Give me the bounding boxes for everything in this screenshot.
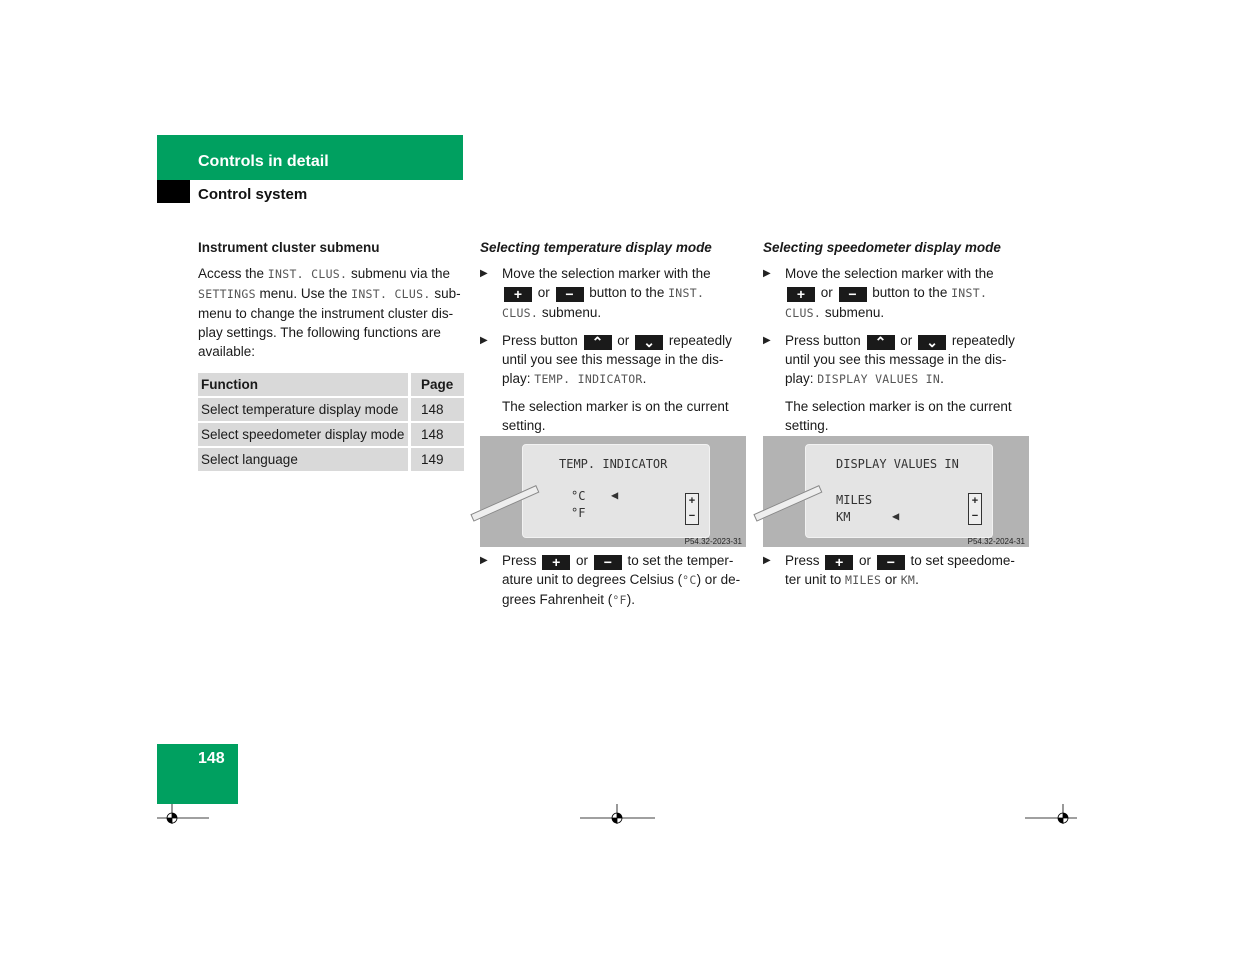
column-temperature xyxy=(480,238,746,443)
triangle-right-icon: ▶ xyxy=(480,268,488,279)
plus-key-icon: + xyxy=(787,287,815,302)
heading: Instrument cluster submenu xyxy=(198,240,380,255)
step-2: ▶ Press button ⌃ or ⌄ repeatedly until you see this message in the dis-play: DISPLAY VALUES IN. xyxy=(763,333,1015,386)
down-key-icon: ⌄ xyxy=(635,335,663,350)
column-speedometer-continued xyxy=(763,551,1029,598)
image-code: P54.32-2023-31 xyxy=(684,537,742,546)
intro-paragraph: Access the INST. CLUS. submenu via the SETTINGS menu. Use the INST. CLUS. sub-menu to change the instrument cluster dis-play settings. The following functions are available: xyxy=(198,266,461,359)
step-3: ▶ Press + or − to set speedome-ter unit to MILES or KM. xyxy=(763,553,1015,587)
down-key-icon: ⌄ xyxy=(918,335,946,350)
registration-mark-icon xyxy=(1025,804,1077,824)
plus-minus-indicator: + − xyxy=(968,493,982,525)
cell-function: Select speedometer display mode xyxy=(198,423,408,446)
selection-marker-icon: ◀ xyxy=(611,488,619,502)
triangle-right-icon: ▶ xyxy=(763,335,771,346)
registration-mark-icon xyxy=(157,804,209,824)
registration-mark-icon xyxy=(580,804,655,824)
minus-key-icon: − xyxy=(839,287,867,302)
heading: Selecting speedometer display mode xyxy=(763,240,1001,255)
up-key-icon: ⌃ xyxy=(584,335,612,350)
cell-page: 148 xyxy=(408,398,464,421)
header-function: Function xyxy=(198,373,408,396)
subsection-title: Control system xyxy=(198,186,308,203)
lcd-title: TEMP. INDICATOR xyxy=(559,457,668,471)
table-row xyxy=(198,448,464,471)
functions-table xyxy=(198,371,464,473)
selection-marker-icon: ◀ xyxy=(892,509,900,523)
lcd-option-2: KM xyxy=(836,510,851,524)
plus-key-icon: + xyxy=(542,555,570,570)
minus-key-icon: − xyxy=(556,287,584,302)
plus-key-icon: + xyxy=(825,555,853,570)
column-temperature-continued xyxy=(480,551,746,618)
triangle-right-icon: ▶ xyxy=(763,555,771,566)
subsection-marker xyxy=(157,180,190,203)
lcd-screen xyxy=(805,444,993,538)
cell-function: Select temperature display mode xyxy=(198,398,408,421)
section-title: Controls in detail xyxy=(198,153,329,170)
lcd-option-2: °F xyxy=(571,506,586,520)
table-header-row xyxy=(198,373,464,396)
triangle-right-icon: ▶ xyxy=(763,268,771,279)
cell-page: 148 xyxy=(408,423,464,446)
plus-minus-indicator: + − xyxy=(685,493,699,525)
cell-function: Select language xyxy=(198,448,408,471)
lcd-option-1: MILES xyxy=(836,493,873,507)
lcd-title: DISPLAY VALUES IN xyxy=(836,457,959,471)
column-speedometer xyxy=(763,238,1029,443)
cell-page: 149 xyxy=(408,448,464,471)
heading: Selecting temperature display mode xyxy=(480,240,712,255)
header-page: Page xyxy=(408,373,464,396)
step-1: ▶ Move the selection marker with the + or − button to the INST. CLUS. submenu. xyxy=(763,266,994,320)
table-row xyxy=(198,398,464,421)
triangle-right-icon: ▶ xyxy=(480,335,488,346)
plus-key-icon: + xyxy=(504,287,532,302)
note: The selection marker is on the current setting. xyxy=(785,399,1012,433)
note: The selection marker is on the current setting. xyxy=(502,399,729,433)
lcd-option-1: °C xyxy=(571,489,586,503)
column-instrument-cluster xyxy=(198,238,464,473)
display-illustration-temperature xyxy=(480,436,746,547)
display-illustration-speedometer xyxy=(763,436,1029,547)
lcd-screen xyxy=(522,444,710,538)
up-key-icon: ⌃ xyxy=(867,335,895,350)
minus-key-icon: − xyxy=(594,555,622,570)
step-1: ▶ Move the selection marker with the + or − button to the INST. CLUS. submenu. xyxy=(480,266,711,320)
page-number: 148 xyxy=(198,750,225,767)
table-row xyxy=(198,423,464,446)
image-code: P54.32-2024-31 xyxy=(967,537,1025,546)
triangle-right-icon: ▶ xyxy=(480,555,488,566)
step-3: ▶ Press + or − to set the temper-ature unit to degrees Celsius (°C) or de-grees Fahrenheit (°F). xyxy=(480,553,741,607)
step-2: ▶ Press button ⌃ or ⌄ repeatedly until you see this message in the dis-play: TEMP. INDICATOR. xyxy=(480,333,732,386)
minus-key-icon: − xyxy=(877,555,905,570)
